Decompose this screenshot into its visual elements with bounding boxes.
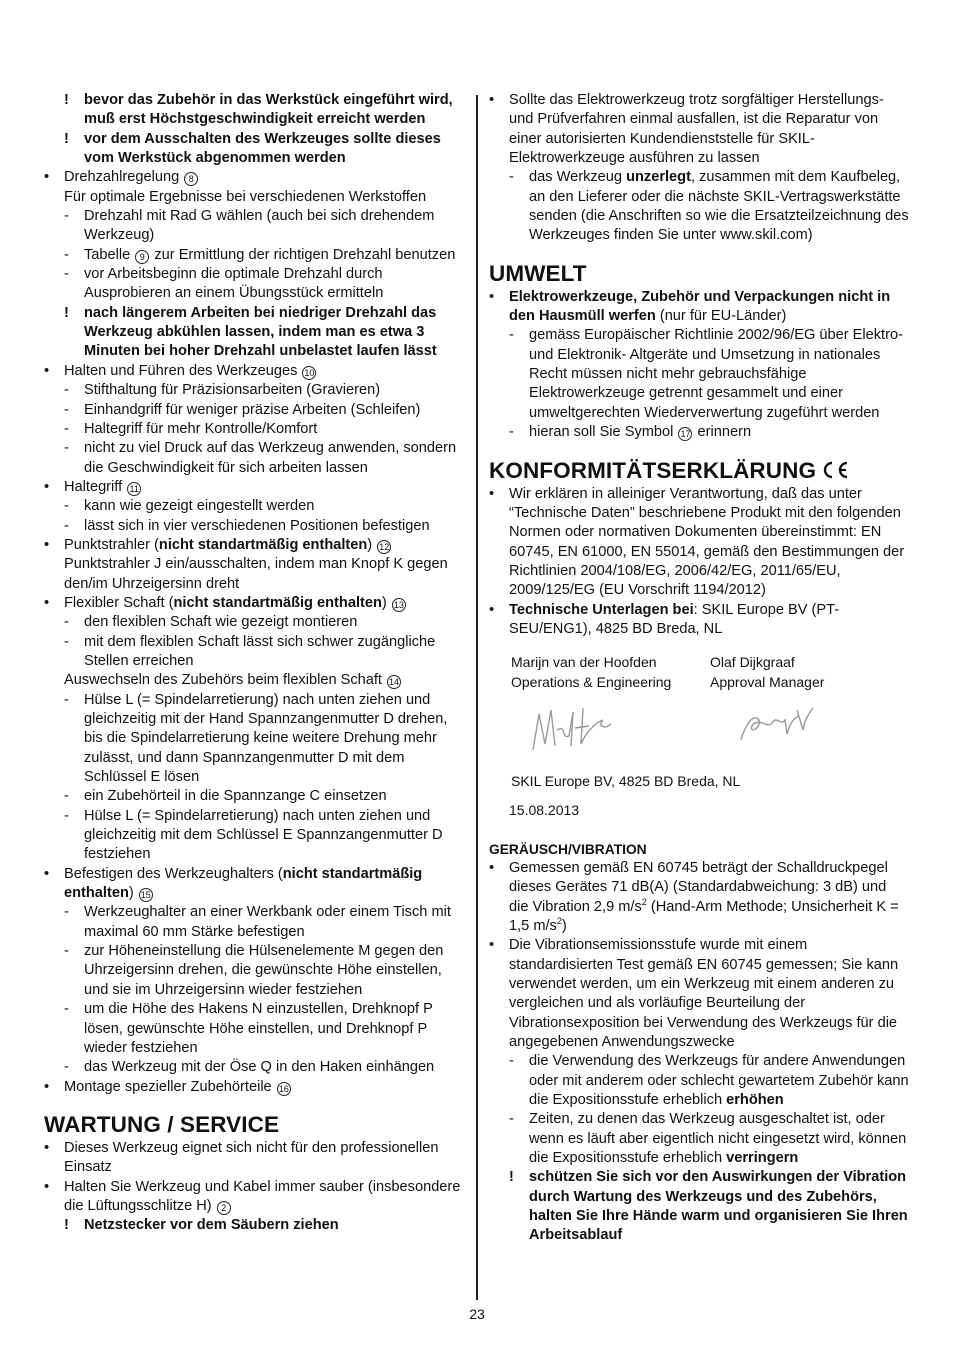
list-item (64, 401, 464, 420)
item-text (509, 601, 909, 640)
item-text (509, 936, 909, 1052)
bullet-mark: - (64, 208, 69, 225)
signature-2-icon (737, 700, 817, 750)
signature-1-icon (527, 700, 617, 760)
bullet-mark: • (44, 169, 50, 186)
list-item (64, 188, 464, 207)
bullet-mark: • (489, 92, 495, 108)
item-text (64, 1178, 464, 1217)
text: Drehzahl mit Rad G wählen (auch bei sich drehendem Werkzeug) (84, 208, 435, 244)
warning-mark: ! (64, 92, 69, 108)
bullet-mark: • (44, 362, 50, 379)
bullet-mark: - (509, 1053, 514, 1070)
item-text (64, 362, 464, 381)
figure-ref-icon: 8 (184, 172, 198, 186)
bullet-mark: • (489, 485, 495, 502)
item-text (84, 1216, 464, 1235)
bold-text: erhöhen (726, 1092, 784, 1109)
list-item (509, 1052, 909, 1110)
list-item (64, 304, 464, 362)
item-text (84, 304, 464, 362)
text: nicht zu viel Druck auf das Werkzeug anwenden, sondern die Geschwindigkeit für sich arbeiten lassen (84, 440, 457, 476)
figure-ref-icon: 9 (135, 250, 149, 264)
left-column (44, 91, 464, 1236)
item-text (84, 420, 464, 439)
signer (710, 653, 909, 692)
text: kann wie gezeigt eingestellt werden (84, 498, 315, 515)
bullet-mark: - (509, 169, 514, 186)
item-text (84, 787, 464, 806)
list-item (44, 478, 464, 497)
item-text (64, 865, 464, 904)
list-item (64, 1216, 464, 1235)
bullet-mark: - (64, 440, 69, 457)
text: bevor das Zubehör in das Werkstück eingeführt wird, muß erst Höchstgeschwindigkeit erreicht werden (84, 92, 453, 128)
figure-ref-icon: 13 (393, 599, 404, 610)
text: Halten und Führen des Werkzeuges (64, 362, 298, 379)
figure-ref-icon: 14 (389, 677, 400, 688)
text: vor dem Ausschalten des Werkzeuges sollte dieses vom Werkstück abgenommen werden (84, 130, 441, 167)
bullet-mark: - (64, 266, 69, 283)
list-item (64, 497, 464, 516)
item-text (84, 691, 464, 788)
text: Haltegriff (64, 478, 123, 495)
text: das Werkzeug (529, 169, 627, 186)
text: ein Zubehörteil in die Spannzange C einsetzen (84, 788, 387, 805)
text: Sollte das Elektrowerkzeug trotz sorgfältiger Herstellungs- und Prüfverfahren einmal ausfallen, ist die Reparatur von einer autorisierten Kundendienststelle für SKIL-Elektrowerkzeuge ausführen zu lassen (509, 92, 884, 167)
signer-name: Olaf Dijkgraaf (710, 654, 795, 671)
item-text (84, 207, 464, 246)
text: zur Höheneinstellung die Hülsenelemente M gegen den Uhrzeigersinn drehen, die gewünschte Höhe einstellen, und sie im Uhrzeigersinn wieder festziehen (84, 943, 444, 998)
section-title-wartung: WARTUNG / SERVICE (44, 1111, 280, 1137)
company-line: SKIL Europe BV, 4825 BD Breda, NL (511, 773, 741, 790)
list-item (509, 168, 909, 245)
item-text (529, 1052, 909, 1110)
item-text (84, 130, 464, 169)
item-text (529, 1110, 909, 1168)
bullet-mark: - (64, 614, 69, 631)
signer-role: Operations & Engineering (511, 673, 672, 690)
ce-mark-icon (820, 460, 850, 480)
text: Gemessen gemäß EN 60745 beträgt der Schalldruckpegel dieses Gerätes 71 dB(A) (Standardabweichung: 3 dB) und die Vibration 2,9 $m/s^2$ (Hand-Arm Methode; Unsicherheit K = 1,5 $m/s^2$) (509, 859, 899, 934)
text: (nur für EU-Länder) (655, 308, 787, 325)
superscript: 2 (641, 896, 647, 907)
text: schützen Sie sich vor den Auswirkungen der Vibration durch Wartung des Werkzeugs und des Zubehörs, halten Sie Ihre Hände warm und organisieren Sie Ihren Arbeitsablauf (529, 1169, 908, 1244)
list-item (509, 326, 909, 423)
text: Befestigen des Werkzeughalters ( (64, 865, 283, 882)
item-text (84, 517, 464, 536)
list-item (64, 633, 464, 672)
text: gemäss Europäischer Richtlinie 2002/96/EG über Elektro- und Elektronik- Altgeräte und Umsetzung in nationales Recht müssen nicht mehr gebrauchsfähige Elektrowerkzeuge getrennt gesammelt und einer umweltgerechten Wiederverwertung zugeführt werden (529, 327, 903, 421)
section-title-konformitaet (489, 457, 909, 485)
figure-ref-icon: 15 (140, 890, 151, 901)
list-item (44, 1178, 464, 1217)
text: ) (381, 594, 387, 611)
list-item (64, 613, 464, 632)
warning-mark: ! (509, 1169, 514, 1186)
list-item (64, 381, 464, 400)
bullet-mark: • (44, 536, 50, 553)
bullet-mark: - (64, 517, 69, 534)
bullet-mark: • (44, 594, 50, 611)
list-item (509, 1110, 909, 1168)
item-text (64, 1078, 464, 1097)
item-text (509, 859, 909, 936)
list-item (489, 288, 909, 327)
bullet-mark: • (489, 601, 495, 618)
text: Auswechseln des Zubehörs beim flexiblen Schaft (64, 672, 382, 689)
list-item (64, 420, 464, 439)
bullet-mark: • (44, 1078, 50, 1095)
superscript: 2 (556, 916, 562, 927)
list-item (64, 207, 464, 246)
figure-ref-icon: 2 (217, 1201, 231, 1215)
item-text (84, 613, 464, 632)
bullet-mark: - (509, 424, 514, 441)
text: ) (128, 885, 134, 902)
text: Hülse L (= Spindelarretierung) nach unten ziehen und gleichzeitig mit der Hand Spannzangenmutter D drehen, bis die Spindelarretierung keine weitere Drehung mehr zulässt, und dann Spannzangenmutter D mit dem Schlüssel E lösen (84, 691, 448, 786)
column-divider (476, 95, 478, 1300)
item-text (64, 536, 464, 555)
text: zur Ermittlung der richtigen Drehzahl benutzen (154, 246, 456, 263)
item-text (529, 423, 909, 442)
item-text (64, 168, 464, 187)
list-item (64, 1000, 464, 1058)
item-text (529, 1168, 909, 1245)
text: mit dem flexiblen Schaft lässt sich schwer zugängliche Stellen erreichen (84, 633, 436, 669)
figure-ref-icon: 17 (680, 429, 691, 440)
list-item (64, 787, 464, 806)
figure-ref-icon: 10 (304, 367, 315, 378)
text: die Verwendung des Werkzeugs für andere Anwendungen oder mit anderem oder schlecht gewartetem Zubehör kann die Expositionsstufe erheblich (529, 1053, 909, 1109)
list-item (44, 865, 464, 904)
signatures (489, 692, 909, 762)
list-item (64, 1058, 464, 1077)
warning-mark: ! (64, 304, 69, 321)
bullet-mark: - (64, 401, 69, 418)
text: vor Arbeitsbeginn die optimale Drehzahl durch Ausprobieren an einem Übungsstück ermitteln (84, 266, 384, 302)
item-text (64, 1139, 464, 1178)
bullet-mark: - (64, 904, 69, 921)
item-text (84, 1000, 464, 1058)
text: nach längerem Arbeiten bei niedriger Drehzahl das Werkzeug abkühlen lassen, indem man es etwa 3 Minuten bei hoher Drehzahl unbelastet laufen lässt (84, 304, 437, 360)
bullet-mark: • (44, 865, 50, 882)
bold-text: nicht standartmäßig enthalten (64, 865, 423, 902)
text: hieran soll Sie Symbol (529, 424, 674, 441)
figure-ref-icon: 11 (127, 482, 141, 496)
list-item (489, 91, 909, 168)
list-item (64, 691, 464, 788)
item-text (84, 633, 464, 672)
bullet-mark: • (489, 859, 495, 876)
bullet-mark: - (509, 327, 514, 344)
item-text (64, 594, 464, 613)
item-text (84, 401, 464, 420)
bullet-mark: - (64, 691, 69, 708)
right-column (489, 91, 909, 1246)
bold-text: Technische Unterlagen bei (509, 601, 694, 618)
item-text (84, 246, 464, 265)
item-text (84, 903, 464, 942)
list-item (64, 439, 464, 478)
text: Werkzeughalter an einer Werkbank oder einem Tisch mit maximal 60 mm Stärke befestigen (84, 904, 451, 940)
list-item (489, 485, 909, 601)
bold-text: verringern (726, 1150, 799, 1167)
bold-text: nicht standartmäßig enthalten (158, 536, 368, 553)
signature-date: 15.08.2013 (509, 801, 580, 818)
bullet-mark: - (64, 788, 69, 805)
list-item (489, 601, 909, 640)
text: Flexibler Schaft ( (64, 594, 174, 611)
signer-name: Marijn van der Hoofden (511, 654, 657, 671)
item-text (64, 555, 464, 594)
bullet-mark: • (44, 1139, 50, 1156)
list-item (64, 246, 464, 265)
bullet-mark: • (44, 1178, 50, 1195)
text: Wir erklären in alleiniger Verantwortung, daß das unter “Technische Daten” beschriebene Produkt mit den folgenden Normen oder normativen Dokumenten übereinstimmt: EN 60745, EN 61000, EN 55014, gemäß den Bestimmungen der Richtlinien 2004/108/EG, 2006/42/EG, 2011/65/EU, 2009/125/EG (EU Vorschrift 1194/2012) (509, 485, 905, 599)
text: Einhandgriff für weniger präzise Arbeiten (Schleifen) (84, 401, 421, 418)
text: : SKIL Europe BV (PT-SEU/ENG1), 4825 BD Breda, NL (509, 601, 840, 637)
text: Stifthaltung für Präzisionsarbeiten (Gravieren) (84, 382, 381, 399)
section-title-umwelt: UMWELT (489, 260, 587, 286)
figure-ref-icon: 16 (278, 1083, 289, 1094)
bullet-mark: - (509, 1111, 514, 1128)
list-item (489, 859, 909, 936)
text: Montage spezieller Zubehörteile (64, 1078, 272, 1095)
item-text (529, 168, 909, 245)
text: erinnern (697, 424, 752, 441)
text: Die Vibrationsemissionsstufe wurde mit einem standardisierten Test gemäß EN 60745 gemessen; Sie kann verwendet werden, um ein Werkzeug mit einem anderen zu vergleichen und als vorläufige Beurteilung der Vibrationsexposition bei Verwendung des Werkzeugs für die angegebenen Anwendungszwecke (509, 937, 899, 1051)
list-item (64, 517, 464, 536)
list-item (64, 265, 464, 304)
text: Haltegriff für mehr Kontrolle/Komfort (84, 420, 318, 437)
bullet-mark: - (64, 1001, 69, 1018)
item-text (64, 671, 464, 690)
list-item (44, 168, 464, 187)
list-item (64, 903, 464, 942)
item-text (64, 188, 464, 207)
list-item (489, 936, 909, 1052)
bullet-mark: - (64, 246, 69, 263)
list-item (509, 1168, 909, 1245)
title-text: KONFORMITÄTSERKLÄRUNG (489, 457, 817, 483)
item-text (509, 91, 909, 168)
text: den flexiblen Schaft wie gezeigt montieren (84, 614, 358, 631)
item-text (84, 381, 464, 400)
bullet-mark: - (64, 420, 69, 437)
item-text (529, 326, 909, 423)
item-text (84, 942, 464, 1000)
bullet-mark: • (44, 478, 50, 495)
list-item (64, 130, 464, 169)
text: ) (206, 1197, 212, 1214)
text: um die Höhe des Hakens N einzustellen, Drehknopf P lösen, gewünschte Höhe einstellen, und Drehknopf P wieder festziehen (84, 1001, 433, 1056)
item-text (84, 91, 464, 130)
item-text (84, 807, 464, 865)
text: ) (367, 536, 373, 553)
bullet-mark: • (489, 937, 495, 954)
text: Punktstrahler ( (64, 536, 159, 553)
text: Netzstecker vor dem Säubern ziehen (84, 1217, 339, 1234)
warning-mark: ! (64, 130, 69, 147)
text: Hülse L (= Spindelarretierung) nach unten ziehen und gleichzeitig mit dem Schlüssel E Spannzangenmutter D festziehen (84, 807, 443, 863)
list-item (44, 1139, 464, 1178)
text: Halten Sie Werkzeug und Kabel immer sauber (insbesondere die Lüftungsschlitze H (64, 1178, 461, 1214)
item-text (64, 478, 464, 497)
list-item (44, 1078, 464, 1097)
list-item (64, 555, 464, 594)
item-text (84, 1058, 464, 1077)
bullet-mark: - (64, 498, 69, 515)
bullet-mark: - (64, 943, 69, 960)
list-item (44, 362, 464, 381)
text: Zeiten, zu denen das Werkzeug ausgeschaltet ist, oder wenn es läuft aber eigentlich nicht eingesetzt wird, können die Expositionsstufe erheblich (529, 1111, 907, 1167)
signer-role: Approval Manager (710, 673, 825, 690)
text: Tabelle (84, 246, 131, 263)
bold-text: Elektrowerkzeuge, Zubehör und Verpackungen nicht in den Hausmüll werfen (509, 288, 891, 325)
item-text (509, 288, 909, 327)
warning-mark: ! (64, 1217, 69, 1234)
item-text (509, 485, 909, 601)
list-item (64, 942, 464, 1000)
text: , zusammen mit dem Kaufbeleg, an den Lieferer oder die nächste SKIL-Vertragswerkstätte senden (die Anschriften so wie die Ersatzteilzeichnung des Werkzeuges finden Sie unter www.skil.com) (529, 169, 909, 244)
section-title-noise: GERÄUSCH/VIBRATION (489, 841, 647, 857)
bullet-mark: - (64, 807, 69, 824)
text: lässt sich in vier verschiedenen Positionen befestigen (84, 517, 430, 534)
list-item (44, 536, 464, 555)
list-item (44, 594, 464, 613)
bullet-mark: - (64, 633, 69, 650)
bold-text: nicht standartmäßig enthalten (173, 594, 382, 611)
text: Dieses Werkzeug eignet sich nicht für den professionellen Einsatz (64, 1139, 439, 1176)
page-number: 23 (469, 1306, 485, 1322)
list-item (509, 423, 909, 442)
bullet-mark: - (64, 382, 69, 399)
list-item (64, 807, 464, 865)
figure-ref-icon: 12 (379, 541, 390, 552)
text: Punktstrahler J ein/ausschalten, indem man Knopf K gegen den/im Uhrzeigersinn dreht (64, 556, 448, 592)
signers-table (511, 653, 909, 692)
item-text (84, 439, 464, 478)
text: Für optimale Ergebnisse bei verschiedenen Werkstoffen (64, 188, 427, 205)
signer (511, 653, 710, 692)
list-item (64, 91, 464, 130)
bullet-mark: • (489, 288, 495, 305)
list-item (64, 671, 464, 690)
item-text (84, 265, 464, 304)
bold-text: unzerlegt (626, 169, 691, 186)
text: Drehzahlregelung (64, 169, 180, 186)
item-text (84, 497, 464, 516)
text: das Werkzeug mit der Öse Q in den Haken einhängen (84, 1059, 435, 1076)
bullet-mark: - (64, 1059, 69, 1076)
